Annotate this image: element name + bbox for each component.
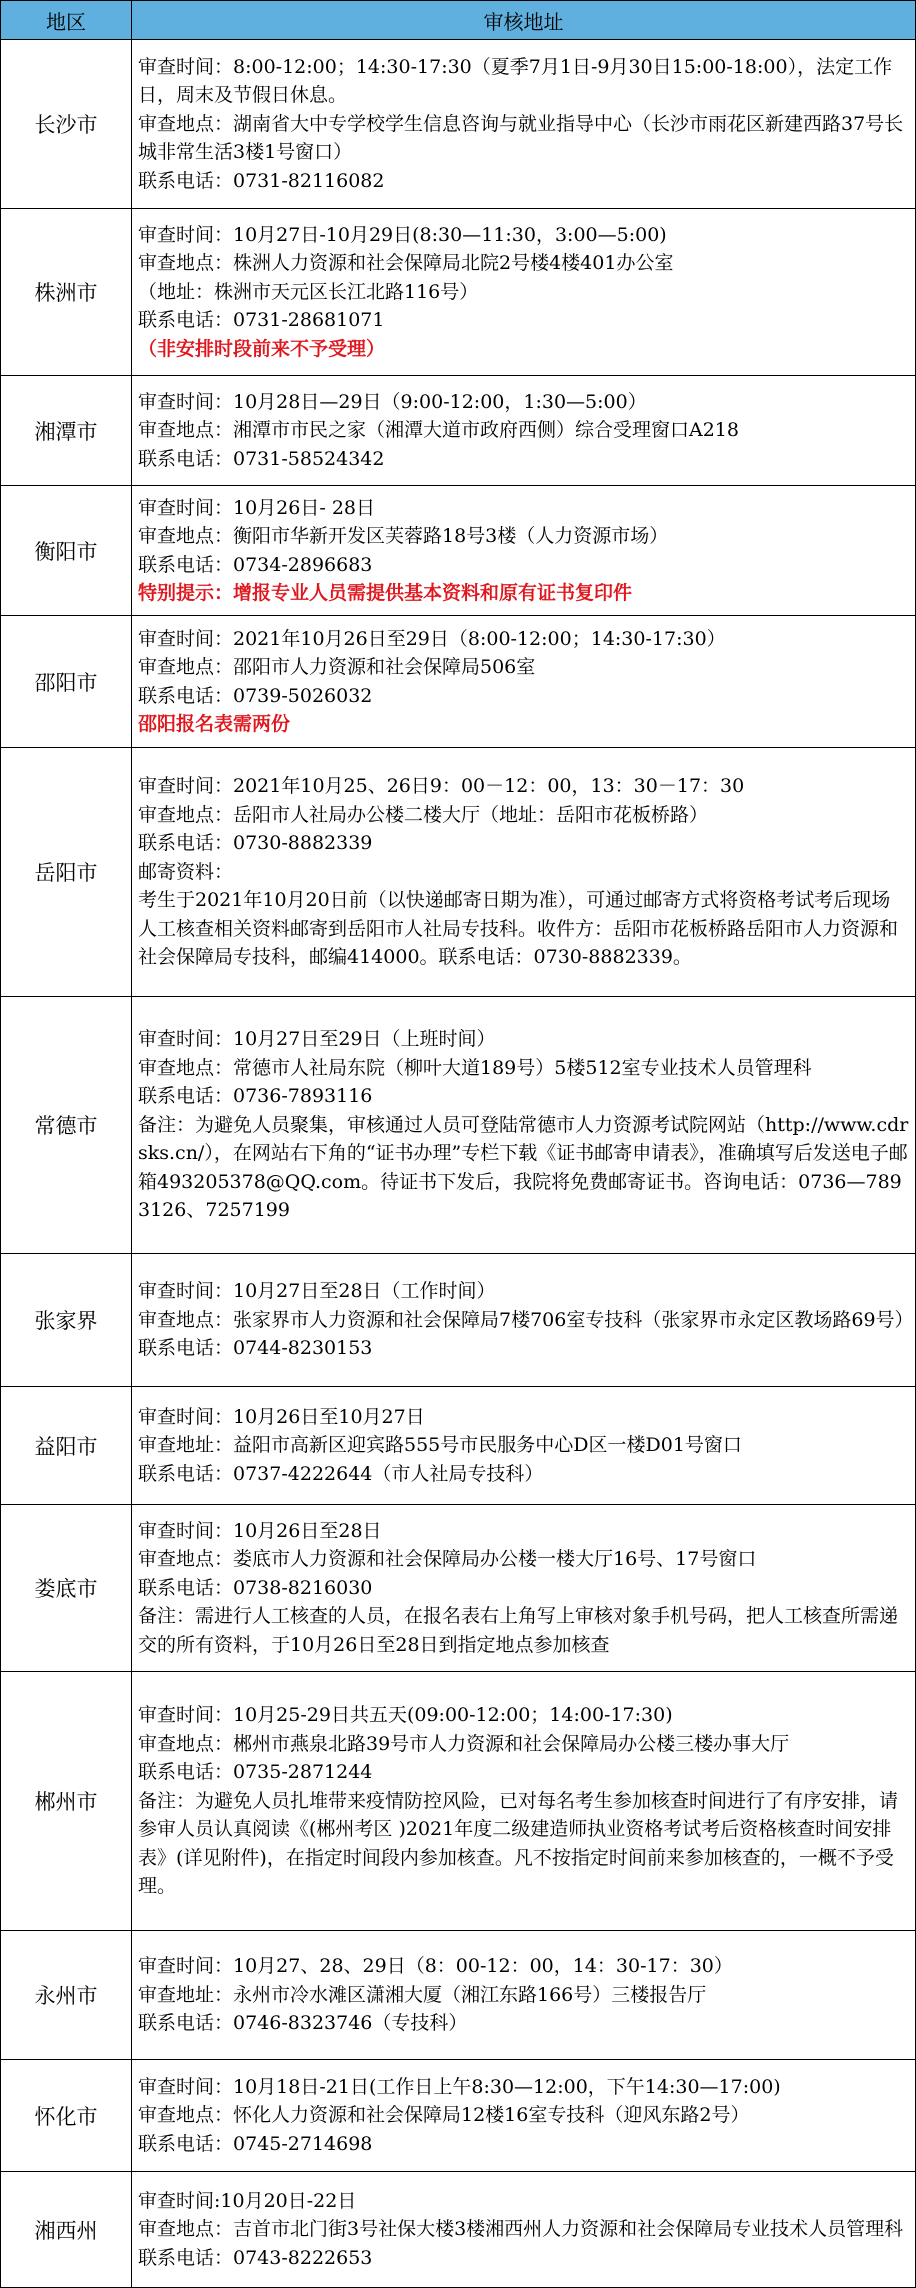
table-row	[1, 1254, 916, 1387]
region-cell: 益阳市	[1, 1387, 132, 1505]
table-header-row	[1, 1, 916, 40]
detail-line: 审查时间:10月20日-22日	[138, 2189, 357, 2212]
region-cell: 湘潭市	[1, 376, 132, 486]
address-cell	[132, 1931, 916, 2060]
detail-line: 审查地点：湖南省大中专学校学生信息咨询与就业指导中心（长沙市雨花区新建西路37号长城非常生活3楼1号窗口）	[138, 112, 904, 164]
detail-line: 审查地点：湘潭市市民之家（湘潭大道市政府西侧）综合受理窗口A218	[138, 419, 739, 442]
region-cell: 娄底市	[1, 1505, 132, 1672]
detail-line: 审查时间：2021年10月25、26日9：00－12：00，13：30－17：30	[138, 775, 745, 798]
detail-line: 审查时间：10月26日至10月27日	[138, 1405, 425, 1428]
detail-line: （地址：株洲市天元区长江北路116号）	[138, 280, 479, 303]
address-cell	[132, 1254, 916, 1387]
detail-line: 联系电话：0743-8222653	[138, 2246, 373, 2269]
address-cell	[132, 616, 916, 748]
table-body	[1, 40, 916, 2288]
detail-line: 审查时间：10月18日-21日(工作日上午8:30—12:00，下午14:30—17:00)	[138, 2075, 781, 2098]
region-cell: 永州市	[1, 1931, 132, 2060]
table-row	[1, 1931, 916, 2060]
detail-line: 审查时间：10月25-29日共五天(09:00-12:00；14:00-17:30)	[138, 1704, 673, 1727]
address-cell	[132, 1387, 916, 1505]
table-row	[1, 486, 916, 616]
detail-line: 备注：为避免人员聚集，审核通过人员可登陆常德市人力资源考试院网站（http://www.cdrsks.cn/），在网站右下角的“证书办理”专栏下载《证书邮寄申请表》，准确填写后发送电子邮箱493205378@QQ.com。待证书下发后，我院将免费邮寄证书。咨询电话：0736—7893126、7257199	[138, 1113, 909, 1222]
detail-line: 审查地点：衡阳市华新开发区芙蓉路18号3楼（人力资源市场）	[138, 525, 669, 547]
table-row	[1, 616, 916, 748]
detail-line: 联系电话：0745-2714698	[138, 2132, 373, 2155]
region-cell: 怀化市	[1, 2060, 132, 2172]
detail-line: 审查地点：株洲人力资源和社会保障局北院2号楼4楼401办公室	[138, 252, 674, 275]
detail-line: 联系电话：0731-82116082	[138, 169, 385, 192]
table-row	[1, 997, 916, 1254]
detail-line: 备注：为避免人员扎堆带来疫情防控风险，已对每名考生参加核查时间进行了有序安排，请参审人员认真阅读《(郴州考区 )2021年度二级建造师执业资格考试考后资格核查时间安排表》(详见附件)，在指定时间段内参加核查。凡不按指定时间前来参加核查的，一概不予受理。	[138, 1789, 899, 1898]
notice-text: （非安排时段前来不予受理）	[138, 337, 386, 360]
detail-line: 备注：需进行人工核查的人员，在报名表右上角写上审核对象手机号码，把人工核查所需递交的所有资料，于10月26日至28日到指定地点参加核查	[138, 1605, 899, 1656]
detail-line: 联系电话：0734-2896683	[138, 553, 373, 576]
detail-line: 审查时间：2021年10月26日至29日（8:00-12:00；14:30-17:30）	[138, 627, 726, 650]
region-cell: 株洲市	[1, 209, 132, 376]
address-cell	[132, 40, 916, 209]
table-row	[1, 209, 916, 376]
address-cell	[132, 1672, 916, 1931]
address-cell	[132, 997, 916, 1254]
detail-line: 审查时间：10月26日至28日	[138, 1519, 382, 1542]
header-address: 审核地址	[132, 1, 916, 40]
detail-line: 联系电话：0736-7893116	[138, 1085, 373, 1108]
detail-line: 联系电话：0735-2871244	[138, 1761, 373, 1784]
detail-line: 审查地点：常德市人社局东院（柳叶大道189号）5楼512室专业技术人员管理科	[138, 1056, 812, 1079]
region-cell: 邵阳市	[1, 616, 132, 748]
detail-line: 审查地点：邵阳市人力资源和社会保障局506室	[138, 656, 536, 678]
address-cell	[132, 209, 916, 376]
region-cell: 衡阳市	[1, 486, 132, 616]
detail-line: 考生于2021年10月20日前（以快递邮寄日期为准），可通过邮寄方式将资格考试考后现场人工核查相关资料邮寄到岳阳市人社局专技科。收件方：岳阳市花板桥路岳阳市人力资源和社会保障局专技科，邮编414000。联系电话：0730-8882339。	[138, 889, 899, 969]
table-row	[1, 1505, 916, 1672]
notice-text: 特别提示：增报专业人员需提供基本资料和原有证书复印件	[138, 582, 633, 604]
region-cell: 郴州市	[1, 1672, 132, 1931]
detail-line: 审查时间：10月27日至28日（工作时间）	[138, 1280, 496, 1303]
detail-line: 联系电话：0746-8323746（专技科）	[138, 2012, 468, 2035]
detail-line: 审查地点：吉首市北门街3号社保大楼3楼湘西州人力资源和社会保障局专业技术人员管理科	[138, 2218, 904, 2241]
detail-line: 审查地点：怀化人力资源和社会保障局12楼16室专技科（迎风东路2号）	[138, 2104, 750, 2127]
table-row	[1, 2060, 916, 2172]
region-cell: 岳阳市	[1, 748, 132, 997]
region-cell: 常德市	[1, 997, 132, 1254]
table-row	[1, 40, 916, 209]
detail-line: 审查地址：永州市冷水滩区潇湘大厦（湘江东路166号）三楼报告厅	[138, 1983, 707, 2006]
table-row	[1, 2172, 916, 2288]
detail-line: 联系电话：0739-5026032	[138, 684, 373, 707]
region-cell: 湘西州	[1, 2172, 132, 2288]
address-cell	[132, 2060, 916, 2172]
address-cell	[132, 1505, 916, 1672]
detail-line: 联系电话：0738-8216030	[138, 1576, 373, 1599]
detail-line: 审查地点：郴州市燕泉北路39号市人力资源和社会保障局办公楼三楼办事大厅	[138, 1732, 790, 1755]
detail-line: 审查地点：岳阳市人社局办公楼二楼大厅（地址：岳阳市花板桥路）	[138, 803, 709, 826]
address-cell	[132, 486, 916, 616]
detail-line: 联系电话：0731-58524342	[138, 447, 385, 470]
detail-line: 审查时间：10月27日-10月29日(8:30—11:30，3:00—5:00)	[138, 223, 667, 246]
header-region: 地区	[1, 1, 132, 40]
detail-line: 联系电话：0737-4222644（市人社局专技科）	[138, 1462, 544, 1485]
table-row	[1, 1387, 916, 1505]
detail-line: 联系电话：0731-28681071	[138, 309, 385, 332]
table-row	[1, 1672, 916, 1931]
table-row	[1, 376, 916, 486]
detail-line: 审查时间：8:00-12:00；14:30-17:30（夏季7月1日-9月30日15:00-18:00），法定工作日，周末及节假日休息。	[138, 55, 893, 107]
detail-line: 审查时间：10月28日—29日（9:00-12:00，1:30—5:00）	[138, 390, 647, 413]
detail-line: 联系电话：0744-8230153	[138, 1337, 373, 1360]
detail-line: 审查地址：益阳市高新区迎宾路555号市民服务中心D区一楼D01号窗口	[138, 1434, 742, 1457]
detail-line: 审查地点：张家界市人力资源和社会保障局7楼706室专技科（张家界市永定区教场路69号）	[138, 1308, 914, 1331]
address-cell	[132, 748, 916, 997]
address-cell	[132, 2172, 916, 2288]
region-cell: 张家界	[1, 1254, 132, 1387]
detail-line: 审查时间：10月27、28、29日（8：00-12：00，14：30-17：30）	[138, 1955, 733, 1978]
detail-line: 审查时间：10月27日至29日（上班时间）	[138, 1028, 496, 1051]
notice-text: 邵阳报名表需两份	[138, 713, 291, 735]
address-cell	[132, 376, 916, 486]
detail-line: 联系电话：0730-8882339	[138, 832, 373, 855]
detail-line: 审查地点：娄底市人力资源和社会保障局办公楼一楼大厅16号、17号窗口	[138, 1548, 757, 1571]
region-cell: 长沙市	[1, 40, 132, 209]
detail-line: 审查时间：10月26日- 28日	[138, 496, 375, 519]
detail-line: 邮寄资料：	[138, 860, 234, 883]
table-row	[1, 748, 916, 997]
